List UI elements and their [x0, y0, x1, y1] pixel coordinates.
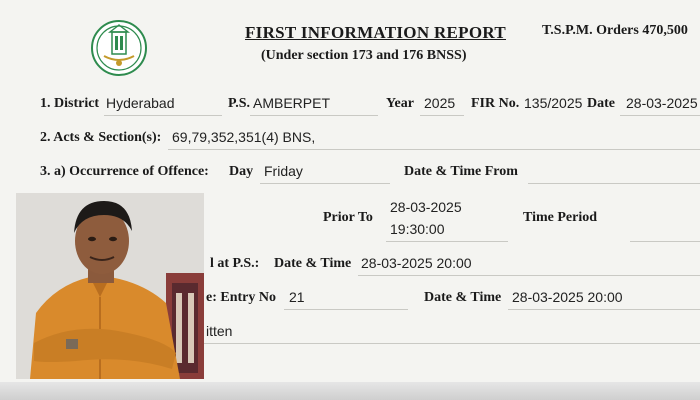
acts-sections-value: 69,79,352,351(4) BNS,: [172, 129, 316, 145]
datetime-from-label: Date & Time From: [404, 164, 518, 179]
year-label: Year: [386, 96, 414, 111]
fir-label: FIR No.: [471, 96, 520, 111]
orders-reference: T.S.P.M. Orders 470,500: [542, 23, 688, 38]
fir-value: 135/2025: [524, 95, 583, 111]
telangana-emblem-icon: [90, 18, 148, 80]
person-portrait-icon: [16, 193, 204, 379]
entry-no-value: 21: [289, 289, 305, 305]
date-rule: [620, 115, 700, 116]
ps-value: AMBERPET: [253, 95, 331, 111]
ps-label: P.S.: [228, 96, 251, 111]
received-datetime-value: 28-03-2025 20:00: [361, 255, 472, 271]
received-datetime-label: Date & Time: [274, 256, 352, 271]
prior-to-label: Prior To: [323, 210, 373, 225]
prior-to-time: 19:30:00: [390, 221, 445, 237]
day-rule: [260, 183, 390, 184]
prior-to-date: 28-03-2025: [390, 199, 462, 215]
received-at-ps-label: l at P.S.:: [210, 256, 260, 271]
accused-photo: [16, 193, 204, 379]
occurrence-label: 3. a) Occurrence of Offence:: [40, 164, 209, 179]
day-label: Day: [229, 164, 254, 179]
time-period-rule: [630, 241, 700, 242]
date-label: Date: [587, 96, 615, 111]
district-rule: [104, 115, 222, 116]
entry-datetime-rule: [508, 309, 700, 310]
day-value: Friday: [264, 163, 303, 179]
time-period-label: Time Period: [523, 210, 598, 225]
report-title: FIRST INFORMATION REPORT: [245, 23, 506, 42]
district-label: 1. District: [40, 96, 100, 111]
year-value: 2025: [424, 95, 456, 111]
acts-sections-label: 2. Acts & Section(s):: [40, 130, 162, 145]
entry-no-label: e: Entry No: [206, 290, 276, 305]
acts-rule: [168, 149, 700, 150]
video-progress-bar: [0, 382, 700, 400]
datetime-from-rule: [528, 183, 700, 184]
received-rule: [358, 275, 700, 276]
date-value: 28-03-2025: [626, 95, 698, 111]
entry-datetime-value: 28-03-2025 20:00: [512, 289, 623, 305]
entry-rule: [284, 309, 408, 310]
information-type-rule: [204, 343, 700, 344]
year-rule: [420, 115, 464, 116]
ps-rule: [250, 115, 378, 116]
entry-datetime-label: Date & Time: [424, 290, 502, 305]
report-subtitle: (Under section 173 and 176 BNSS): [261, 48, 467, 63]
information-type-value: itten: [206, 323, 233, 339]
prior-to-rule: [386, 241, 508, 242]
district-value: Hyderabad: [106, 95, 175, 111]
